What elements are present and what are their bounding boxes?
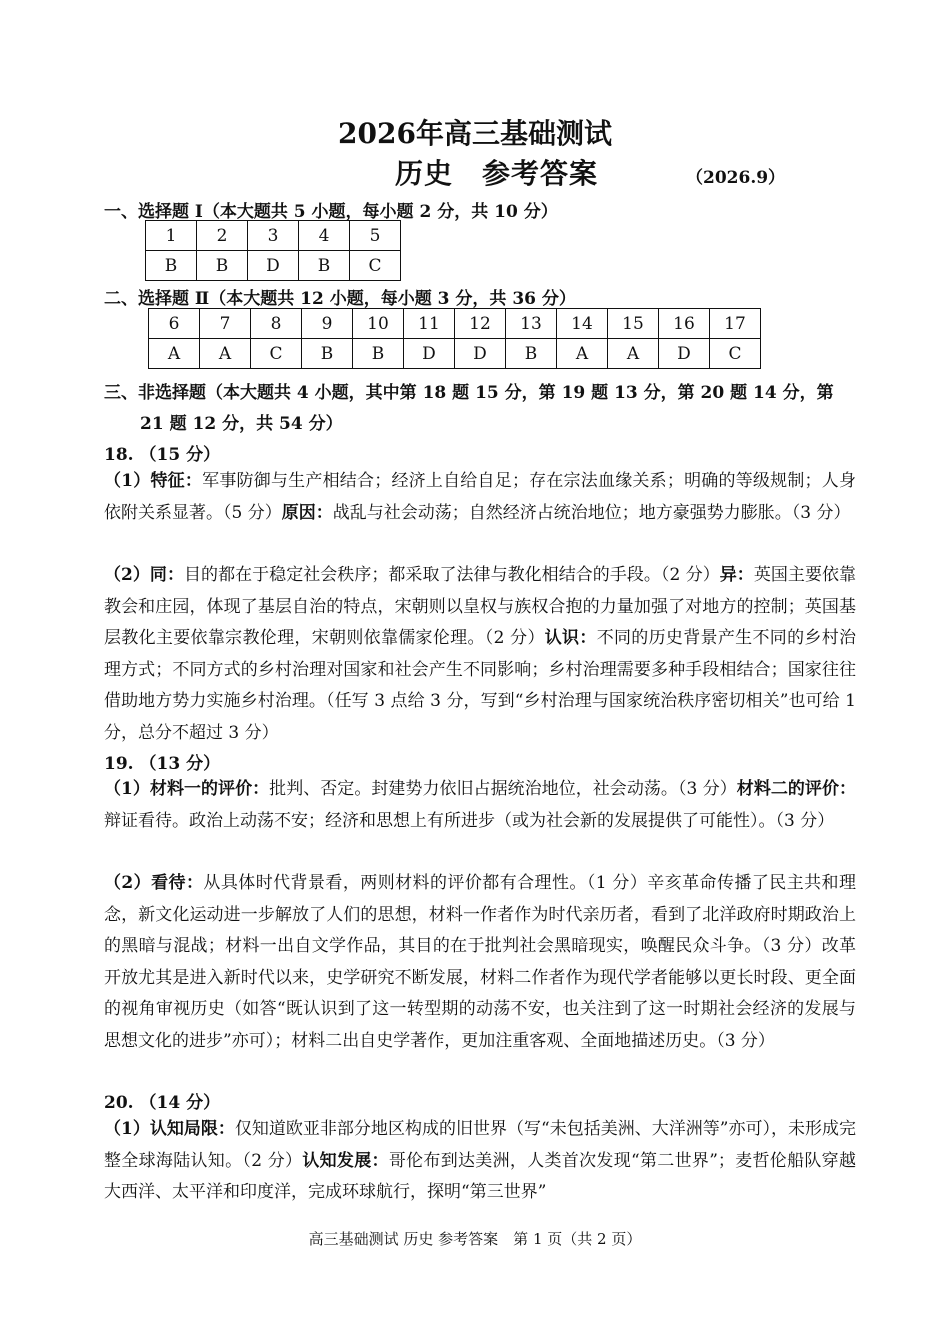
section2-answer-table xyxy=(148,308,761,369)
question-20-part1 xyxy=(104,1114,856,1209)
part-label: 认知发展： xyxy=(302,1150,389,1171)
section1-answer-table xyxy=(145,220,401,281)
answer-row xyxy=(149,339,761,369)
table-cell: B xyxy=(353,339,404,369)
question-19-heading: 19. （13 分） xyxy=(104,754,221,774)
table-cell: A xyxy=(608,339,659,369)
page-subtitle: 历史 参考答案 xyxy=(395,157,599,190)
question-number-row xyxy=(146,221,401,251)
table-cell: 12 xyxy=(455,309,506,339)
table-cell: B xyxy=(506,339,557,369)
question-19-part1 xyxy=(104,774,856,837)
table-cell: 10 xyxy=(353,309,404,339)
table-cell: B xyxy=(302,339,353,369)
part-label: （1）认知局限： xyxy=(104,1119,235,1139)
part-label: （2）同： xyxy=(104,565,184,585)
table-cell: 4 xyxy=(299,221,350,251)
answer-text: 从具体时代背景看，两则材料的评价都有合理性。（1 分）辛亥革命传播了民主共和理念，新文化运动进一步解放了人们的思想，材料一作者作为时代亲历者，看到了北洋政府时期政治上的黑暗与混战；材料一出自文学作品，其目的在于批判社会黑暗现实，唤醒民众斗争。（3 分）改革开放尤其是进入新时代以来，史学研究不断发展，材料二作者作为现代学者能够以更长时段、更全面的视角审视历史（如答“既认识到了这一转型期的动荡不安，也关注到了这一时期社会经济的发展与思想文化的进步”亦可）；材料二出自史学著作，更加注重客观、全面地描述历史。（3 分） xyxy=(104,873,856,1051)
table-cell: 17 xyxy=(710,309,761,339)
question-18-part1 xyxy=(104,466,856,529)
table-cell: B xyxy=(299,251,350,281)
table-cell: 9 xyxy=(302,309,353,339)
table-cell: 1 xyxy=(146,221,197,251)
answer-text: 哥伦布到达美洲，人类首次发现“第二世界”；麦哲伦船队穿越大西洋、太平洋和印度洋，完成环球航行，探明“第三世界” xyxy=(104,1150,856,1202)
part-label: （2）看待： xyxy=(104,873,204,893)
answer-text: 战乱与社会动荡；自然经济占统治地位；地方豪强势力膨胀。（3 分） xyxy=(332,502,851,523)
table-cell: C xyxy=(251,339,302,369)
section3-heading: 三、非选择题（本大题共 4 小题，其中第 18 题 15 分，第 19 题 13 分，第 20 题 14 分，第 xyxy=(104,383,834,403)
table-cell: C xyxy=(710,339,761,369)
table-cell: 11 xyxy=(404,309,455,339)
table-cell: 14 xyxy=(557,309,608,339)
answer-text: 不同的历史背景产生不同的乡村治理方式；不同方式的乡村治理对国家和社会产生不同影响；乡村治理需要多种手段相结合；国家往往借助地方势力实施乡村治理。（任写 3 点给 3 分，写到“乡村治理与国家统治秩序密切相关”也可给 1 分，总分不超过 3 分） xyxy=(104,628,857,743)
part-label: 异： xyxy=(719,565,754,585)
question-20-heading: 20. （14 分） xyxy=(104,1093,221,1113)
table-cell: B xyxy=(197,251,248,281)
section3-heading-cont: 21 题 12 分，共 54 分） xyxy=(140,414,343,434)
table-cell: D xyxy=(248,251,299,281)
part-label: （1）材料一的评价： xyxy=(104,779,270,799)
table-cell: D xyxy=(455,339,506,369)
table-cell: 3 xyxy=(248,221,299,251)
exam-date: （2026.9） xyxy=(686,168,786,188)
part-label: 原因： xyxy=(281,502,333,523)
answer-row xyxy=(146,251,401,281)
table-cell: C xyxy=(350,251,401,281)
part-label: 认识： xyxy=(544,628,597,648)
question-18-heading: 18. （15 分） xyxy=(104,445,221,465)
table-cell: D xyxy=(659,339,710,369)
table-cell: 7 xyxy=(200,309,251,339)
table-cell: 2 xyxy=(197,221,248,251)
section1-heading: 一、选择题 Ⅰ（本大题共 5 小题，每小题 2 分，共 10 分） xyxy=(104,202,558,222)
table-cell: 5 xyxy=(350,221,401,251)
question-number-row xyxy=(149,309,761,339)
part-label: 材料二的评价： xyxy=(736,779,856,799)
page-title: 2026年高三基础测试 xyxy=(338,117,612,150)
page-footer: 高三基础测试 历史 参考答案 第 1 页（共 2 页） xyxy=(308,1230,642,1248)
part-label: （1）特征： xyxy=(104,471,203,491)
table-cell: A xyxy=(149,339,200,369)
table-cell: A xyxy=(200,339,251,369)
answer-text: 军事防御与生产相结合；经济上自给自足；存在宗法血缘关系；明确的等级规制；人身依附关系显著。（5 分） xyxy=(104,471,856,523)
answer-text: 目的都在于稳定社会秩序；都采取了法律与教化相结合的手段。（2 分） xyxy=(184,565,720,585)
answer-text: 英国主要依靠教会和庄园，体现了基层自治的特点，宋朝则以皇权与族权合抱的力量加强了对地方的控制；英国基层教化主要依靠宗教伦理，宋朝则依靠儒家伦理。（2 分） xyxy=(104,565,857,648)
table-cell: 13 xyxy=(506,309,557,339)
table-cell: 15 xyxy=(608,309,659,339)
table-cell: D xyxy=(404,339,455,369)
question-19-part2 xyxy=(104,868,856,1057)
answer-text: 辩证看待。政治上动荡不安；经济和思想上有所进步（或为社会新的发展提供了可能性）。（3 分） xyxy=(104,810,835,831)
section2-heading: 二、选择题 Ⅱ（本大题共 12 小题，每小题 3 分，共 36 分） xyxy=(104,289,576,309)
table-cell: B xyxy=(146,251,197,281)
answer-text: 批判、否定。封建势力依旧占据统治地位，社会动荡。（3 分） xyxy=(269,779,737,799)
question-18-part2 xyxy=(104,560,856,749)
table-cell: A xyxy=(557,339,608,369)
table-cell: 8 xyxy=(251,309,302,339)
table-cell: 6 xyxy=(149,309,200,339)
table-cell: 16 xyxy=(659,309,710,339)
answer-text: 仅知道欧亚非部分地区构成的旧世界（写“未包括美洲、大洋洲等”亦可），未形成完整全球海陆认知。（2 分） xyxy=(104,1119,856,1171)
